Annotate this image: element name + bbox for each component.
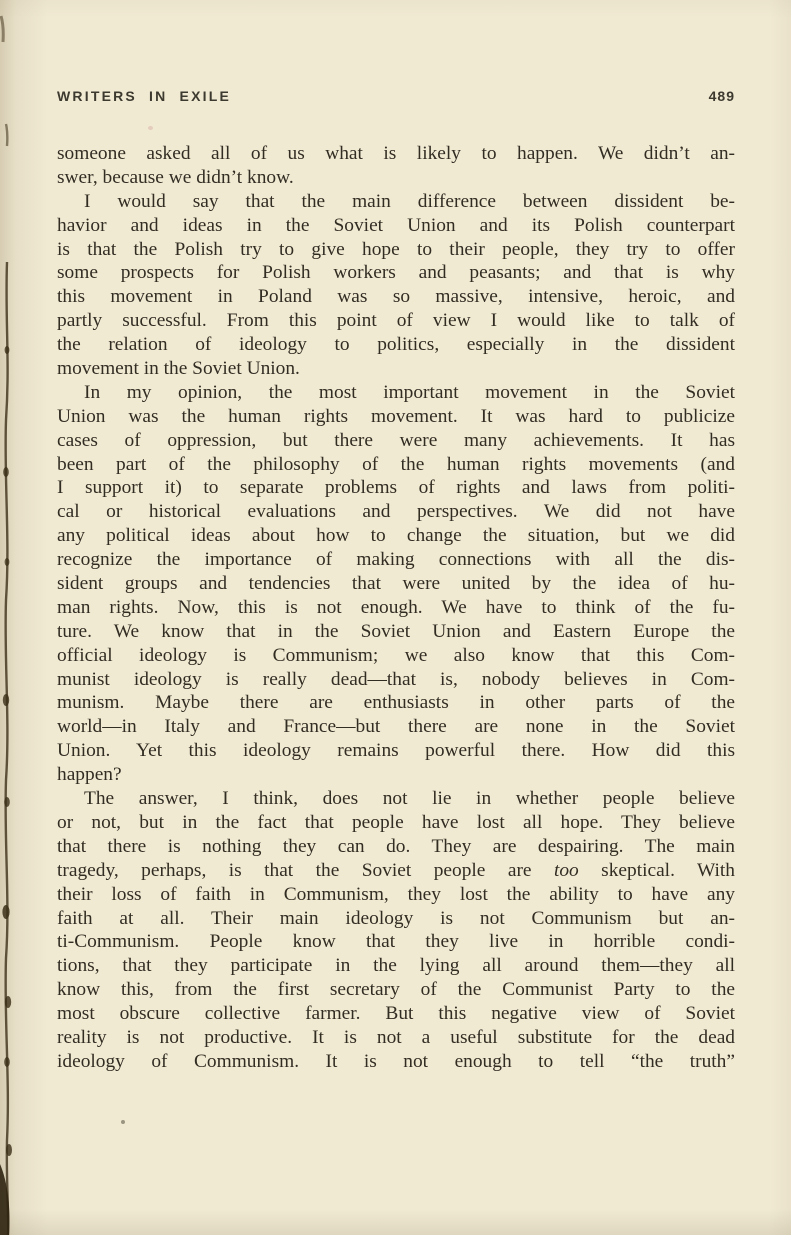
scan-speck [148,126,153,130]
running-header [57,88,735,104]
text-line: been part of the philosophy of the human rights movements (and [57,453,735,475]
page-body [57,142,735,1074]
text-line: The answer, I think, does not lie in whether people believe [84,788,735,810]
text-line: cal or historical evaluations and perspectives. We did not have [57,501,735,523]
text-line: havior and ideas in the Soviet Union and its Polish counterpart [57,214,735,236]
text-line: movement in the Soviet Union. [57,358,300,380]
text-line: munism. Maybe there are enthusiasts in other parts of the [57,692,735,714]
text-line: any political ideas about how to change the situation, but we did [57,525,735,547]
text-line: the relation of ideology to politics, especially in the dissident [57,334,735,356]
text-line: their loss of faith in Communism, they lost the ability to have any [57,883,735,905]
text-line: In my opinion, the most important movement in the Soviet [84,381,735,403]
text-line: Union was the human rights movement. It was hard to publicize [57,405,735,427]
paragraph [57,190,735,381]
text-line: Union. Yet this ideology remains powerful there. How did this [57,740,735,762]
paragraph [57,787,735,1074]
text-line: faith at all. Their main ideology is not Communism but an- [57,907,735,929]
text-line: ti-Communism. People know that they live in horrible condi- [57,931,735,953]
text-line: or not, but in the fact that people have lost all hope. They believe [57,811,735,833]
paragraph [57,381,735,787]
text-line: recognize the importance of making connections with all the dis- [57,549,735,571]
text-line: I support it) to separate problems of rights and laws from politi- [57,477,735,499]
text-line: world—in Italy and France—but there are none in the Soviet [57,716,735,738]
text-line: tragedy, perhaps, is that the Soviet people are too skeptical. With [57,859,735,881]
text-line: I would say that the main difference between dissident be- [84,190,735,212]
text-line: this movement in Poland was so massive, intensive, heroic, and [57,286,735,308]
text-line: munist ideology is really dead—that is, nobody believes in Com- [57,668,735,690]
text-line: someone asked all of us what is likely to happen. We didn’t an- [57,143,735,164]
text-line: reality is not productive. It is not a useful substitute for the dead [57,1026,735,1048]
paragraph [57,142,735,190]
text-line: tions, that they participate in the lying all around them—they all [57,955,735,977]
running-title: WRITERS IN EXILE [57,88,231,104]
text-line: official ideology is Communism; we also know that this Com- [57,644,735,666]
page-number: 489 [708,88,735,104]
text-line: cases of oppression, but there were many achievements. It has [57,429,735,451]
scan-speck [121,1120,125,1124]
text-line: ideology of Communism. It is not enough to tell “the truth” [57,1050,735,1072]
text-line: happen? [57,764,122,786]
text-line: that there is nothing they can do. They are despairing. The main [57,835,735,857]
text-line: man rights. Now, this is not enough. We have to think of the fu- [57,596,735,618]
text-line: is that the Polish try to give hope to their people, they try to offer [57,238,735,260]
text-line: know this, from the first secretary of the Communist Party to the [57,979,735,1001]
text-line: some prospects for Polish workers and peasants; and that is why [57,262,735,284]
text-line: partly successful. From this point of view I would like to talk of [57,310,735,332]
text-line: sident groups and tendencies that were united by the idea of hu- [57,573,735,595]
text-line: swer, because we didn’t know. [57,166,294,188]
binding-edge-artifact [0,0,26,1235]
text-line: ture. We know that in the Soviet Union and Eastern Europe the [57,620,735,642]
text-line: most obscure collective farmer. But this negative view of Soviet [57,1003,735,1025]
